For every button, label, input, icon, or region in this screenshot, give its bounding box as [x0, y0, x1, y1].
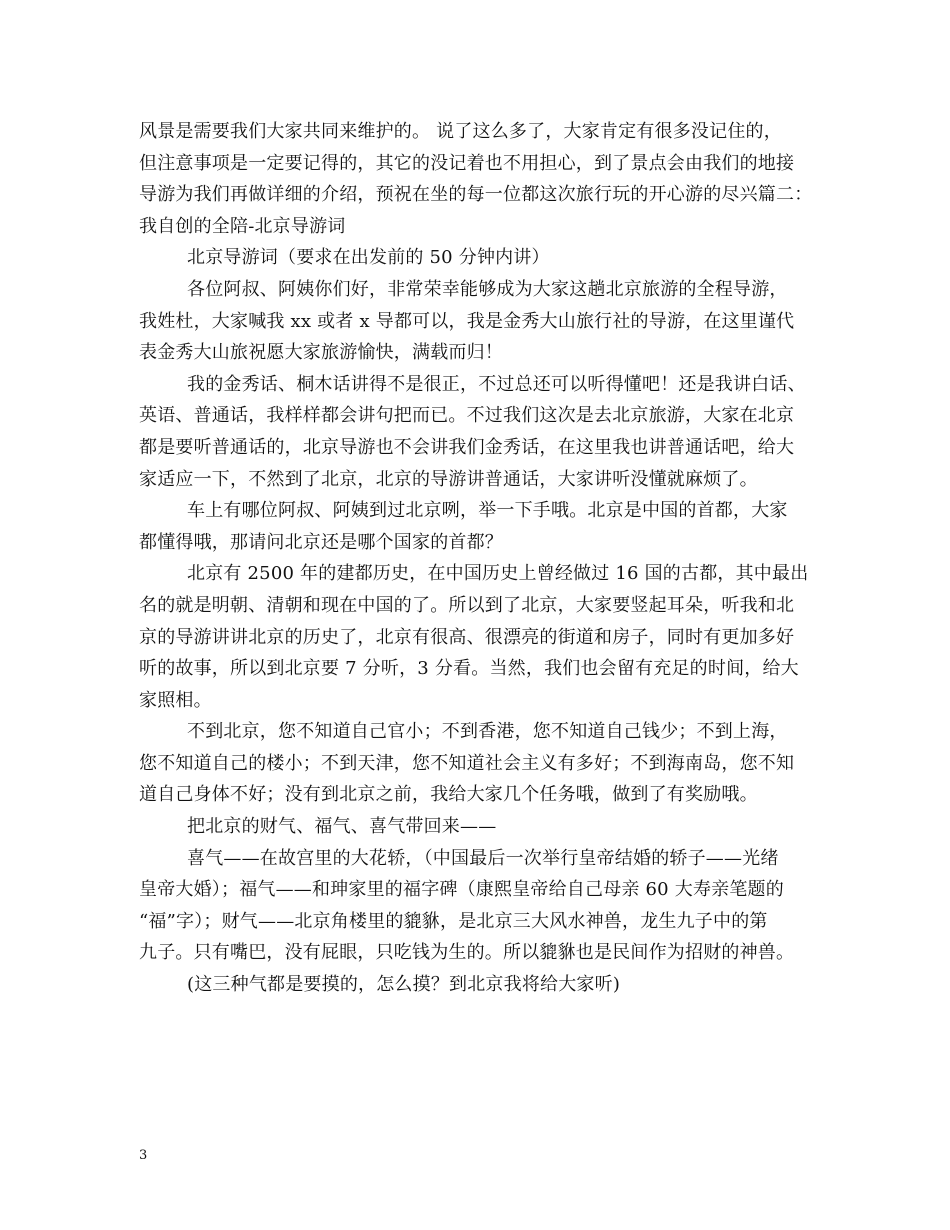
section-heading: 北京导游词（要求在出发前的 50 分钟内讲） [187, 247, 550, 269]
text-line: 家适应一下，不然到了北京，北京的导游讲普通话，大家讲听没懂就麻烦了。 [139, 468, 758, 490]
text-line: 各位阿叔、阿姨你们好，非常荣幸能够成为大家这趟北京旅游的全程导游， [187, 278, 788, 300]
text-line: 不到北京，您不知道自己官小；不到香港，您不知道自己钱少；不到上海， [187, 721, 788, 743]
text-line: 喜气——在故宫里的大花轿，（中国最后一次举行皇帝结婚的轿子——光绪 [187, 847, 779, 869]
text-line: 您不知道自己的楼小；不到天津，您不知道社会主义有多好；不到海南岛，您不知 [139, 752, 795, 774]
text-line: 英语、普通话，我样样都会讲句把而已。不过我们这次是去北京旅游，大家在北京 [139, 405, 795, 427]
text-line: (这三种气都是要摸的，怎么摸？到北京我将给大家听) [187, 974, 621, 996]
text-line: 皇帝大婚）；福气——和珅家里的福字碑（康熙皇帝给自己母亲 60 大寿亲笔题的 [139, 879, 784, 901]
text-line: 导游为我们再做详细的介绍，预祝在坐的每一位都这次旅行玩的开心游的尽兴篇二： [139, 184, 813, 206]
text-line: 风景是需要我们大家共同来维护的。 说了这么多了，大家肯定有很多没记住的， [139, 121, 782, 142]
text-line: 道自己身体不好；没有到北京之前，我给大家几个任务哦，做到了有奖励哦。 [139, 784, 758, 806]
document-body [139, 116, 819, 1001]
text-line: 我的金秀话、桐木话讲得不是很正，不过总还可以听得懂吧！还是我讲白话、 [187, 373, 806, 395]
text-line: 都是要听普通话的，北京导游也不会讲我们金秀话，在这里我也讲普通话吧，给大 [139, 436, 795, 458]
text-line: 家照相。 [139, 689, 212, 711]
text-line: “福”字）；财气——北京角楼里的貔貅，是北京三大风水神兽，龙生九子中的第 [139, 910, 768, 932]
text-line: 京的导游讲讲北京的历史了，北京有很高、很漂亮的街道和房子，同时有更加多好 [139, 626, 795, 648]
text-line: 听的故事，所以到北京要 7 分听，3 分看。当然，我们也会留有充足的时间，给大 [139, 658, 799, 680]
text-line: 北京有 2500 年的建都历史，在中国历史上曾经做过 16 国的古都，其中最出 [187, 563, 809, 585]
text-line: 把北京的财气、福气、喜气带回来—— [187, 816, 497, 838]
text-line: 都懂得哦，那请问北京还是哪个国家的首都？ [139, 531, 503, 553]
page-number: 3 [139, 1148, 148, 1163]
text-line: 表金秀大山旅祝愿大家旅游愉快，满载而归！ [139, 342, 503, 364]
text-line: 九子。只有嘴巴，没有屁眼，只吃钱为生的。所以貔貅也是民间作为招财的神兽。 [139, 942, 795, 964]
text-line: 车上有哪位阿叔、阿姨到过北京咧，举一下手哦。北京是中国的首都，大家 [187, 500, 788, 522]
text-line: 但注意事项是一定要记得的，其它的没记着也不用担心，到了景点会由我们的地接 [139, 152, 795, 174]
text-line: 我姓杜，大家喊我 xx 或者 x 导都可以，我是金秀大山旅行社的导游，在这里谨代 [139, 310, 795, 332]
text-line: 我自创的全陪-北京导游词 [139, 215, 346, 237]
text-line: 名的就是明朝、清朝和现在中国的了。所以到了北京，大家要竖起耳朵，听我和北 [139, 594, 795, 616]
